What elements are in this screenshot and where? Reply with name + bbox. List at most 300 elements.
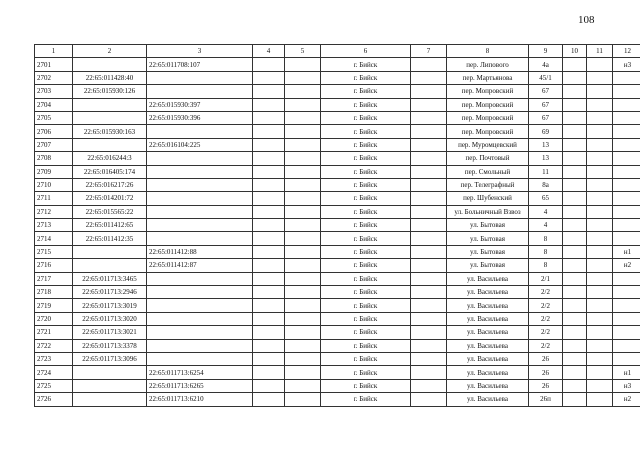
column-header-2: 2 [73, 45, 147, 58]
cadastral-number-premises-cell [147, 219, 253, 232]
col-7-cell [411, 178, 447, 191]
row-number-cell: 2705 [35, 111, 73, 124]
house-number-cell: 8а [529, 178, 563, 191]
row-number-cell: 2709 [35, 165, 73, 178]
column-header-5: 5 [285, 45, 321, 58]
house-number-cell: 4а [529, 58, 563, 71]
house-number-cell: 2/2 [529, 326, 563, 339]
street-cell: ул. Васильева [447, 366, 529, 379]
col-10-cell [563, 339, 587, 352]
col-5-cell [285, 326, 321, 339]
col-7-cell [411, 339, 447, 352]
house-number-cell: 67 [529, 85, 563, 98]
col-10-cell [563, 58, 587, 71]
col-5-cell [285, 58, 321, 71]
cadastral-number-premises-cell [147, 178, 253, 191]
column-header-11: 11 [587, 45, 613, 58]
col-5-cell [285, 339, 321, 352]
col-5-cell [285, 85, 321, 98]
col-5-cell [285, 111, 321, 124]
street-cell: пер. Мопровский [447, 85, 529, 98]
row-number-cell: 2715 [35, 245, 73, 258]
col-10-cell [563, 85, 587, 98]
col-4-cell [253, 339, 285, 352]
house-number-cell: 65 [529, 192, 563, 205]
house-number-cell: 8 [529, 259, 563, 272]
col-5-cell [285, 379, 321, 392]
row-number-cell: 2702 [35, 71, 73, 84]
table-row [35, 98, 640, 111]
cadastral-number-premises-cell [147, 152, 253, 165]
settlement-cell: г. Бийск [321, 326, 411, 339]
house-number-cell: 13 [529, 152, 563, 165]
col-4-cell [253, 272, 285, 285]
premises-number-cell: н1 [613, 366, 640, 379]
col-7-cell [411, 272, 447, 285]
table-row [35, 259, 640, 272]
table-row [35, 165, 640, 178]
col-11-cell [587, 178, 613, 191]
table-row [35, 192, 640, 205]
col-4-cell [253, 219, 285, 232]
cadastral-number-premises-cell [147, 272, 253, 285]
settlement-cell: г. Бийск [321, 125, 411, 138]
house-number-cell: 26 [529, 379, 563, 392]
premises-number-cell [613, 299, 640, 312]
street-cell: пер. Телеграфный [447, 178, 529, 191]
col-10-cell [563, 205, 587, 218]
premises-number-cell [613, 272, 640, 285]
table-row [35, 152, 640, 165]
house-number-cell: 2/2 [529, 312, 563, 325]
cadastral-number-premises-cell [147, 286, 253, 299]
row-number-cell: 2711 [35, 192, 73, 205]
col-5-cell [285, 138, 321, 151]
col-10-cell [563, 379, 587, 392]
premises-number-cell [613, 178, 640, 191]
col-5-cell [285, 192, 321, 205]
cadastral-number-premises-cell [147, 312, 253, 325]
street-cell: пер. Муромцевский [447, 138, 529, 151]
row-number-cell: 2713 [35, 219, 73, 232]
column-header-6: 6 [321, 45, 411, 58]
house-number-cell: 69 [529, 125, 563, 138]
cadastral-number-premises-cell [147, 165, 253, 178]
premises-number-cell [613, 165, 640, 178]
col-10-cell [563, 259, 587, 272]
col-11-cell [587, 286, 613, 299]
cadastral-number-premises-cell [147, 192, 253, 205]
house-number-cell: 26 [529, 366, 563, 379]
col-11-cell [587, 125, 613, 138]
street-cell: пер. Смольный [447, 165, 529, 178]
col-4-cell [253, 326, 285, 339]
cadastral-number-land-cell: 22:65:015930:163 [73, 125, 147, 138]
col-7-cell [411, 165, 447, 178]
table-row [35, 352, 640, 365]
table-row [35, 299, 640, 312]
row-number-cell: 2717 [35, 272, 73, 285]
col-7-cell [411, 85, 447, 98]
street-cell: ул. Васильева [447, 299, 529, 312]
settlement-cell: г. Бийск [321, 138, 411, 151]
row-number-cell: 2703 [35, 85, 73, 98]
row-number-cell: 2701 [35, 58, 73, 71]
col-11-cell [587, 138, 613, 151]
col-10-cell [563, 272, 587, 285]
cadastral-number-land-cell: 22:65:011713:2946 [73, 286, 147, 299]
cadastral-number-premises-cell [147, 326, 253, 339]
col-4-cell [253, 125, 285, 138]
cadastral-number-premises-cell [147, 205, 253, 218]
col-11-cell [587, 111, 613, 124]
table-row [35, 138, 640, 151]
street-cell: ул. Васильева [447, 286, 529, 299]
col-11-cell [587, 312, 613, 325]
street-cell: ул. Васильева [447, 312, 529, 325]
premises-number-cell [613, 71, 640, 84]
premises-number-cell [613, 152, 640, 165]
col-4-cell [253, 58, 285, 71]
cadastral-number-premises-cell: 22:65:011713:6265 [147, 379, 253, 392]
premises-number-cell: н3 [613, 58, 640, 71]
house-number-cell: 4 [529, 219, 563, 232]
premises-number-cell [613, 232, 640, 245]
cadastral-number-premises-cell [147, 71, 253, 84]
cadastral-number-land-cell: 22:65:016217:26 [73, 178, 147, 191]
house-number-cell: 13 [529, 138, 563, 151]
house-number-cell: 26 [529, 352, 563, 365]
street-cell: ул. Бытовая [447, 232, 529, 245]
street-cell: пер. Шубенский [447, 192, 529, 205]
col-7-cell [411, 245, 447, 258]
settlement-cell: г. Бийск [321, 299, 411, 312]
premises-number-cell [613, 352, 640, 365]
col-4-cell [253, 192, 285, 205]
premises-number-cell [613, 85, 640, 98]
col-10-cell [563, 178, 587, 191]
col-10-cell [563, 299, 587, 312]
table-row [35, 245, 640, 258]
col-4-cell [253, 299, 285, 312]
settlement-cell: г. Бийск [321, 312, 411, 325]
row-number-cell: 2716 [35, 259, 73, 272]
row-number-cell: 2710 [35, 178, 73, 191]
col-10-cell [563, 232, 587, 245]
page-number: 108 [578, 14, 595, 26]
cadastral-number-land-cell: 22:65:011713:3020 [73, 312, 147, 325]
col-4-cell [253, 71, 285, 84]
street-cell: пер. Мопровский [447, 125, 529, 138]
cadastral-number-premises-cell [147, 339, 253, 352]
cadastral-number-land-cell [73, 58, 147, 71]
col-11-cell [587, 232, 613, 245]
table-row [35, 366, 640, 379]
table-row [35, 85, 640, 98]
col-4-cell [253, 393, 285, 406]
settlement-cell: г. Бийск [321, 259, 411, 272]
col-11-cell [587, 165, 613, 178]
cadastral-number-premises-cell [147, 232, 253, 245]
col-5-cell [285, 98, 321, 111]
street-cell: ул. Васильева [447, 272, 529, 285]
row-number-cell: 2723 [35, 352, 73, 365]
col-5-cell [285, 219, 321, 232]
col-11-cell [587, 245, 613, 258]
col-11-cell [587, 85, 613, 98]
settlement-cell: г. Бийск [321, 178, 411, 191]
settlement-cell: г. Бийск [321, 366, 411, 379]
table-row [35, 393, 640, 406]
house-number-cell: 2/2 [529, 339, 563, 352]
cadastral-number-premises-cell: 22:65:015930:396 [147, 111, 253, 124]
col-11-cell [587, 326, 613, 339]
cadastral-number-land-cell: 22:65:016244:3 [73, 152, 147, 165]
col-10-cell [563, 312, 587, 325]
settlement-cell: г. Бийск [321, 205, 411, 218]
table-row [35, 125, 640, 138]
col-5-cell [285, 312, 321, 325]
house-number-cell: 2/1 [529, 272, 563, 285]
col-7-cell [411, 111, 447, 124]
house-number-cell: 26п [529, 393, 563, 406]
column-header-10: 10 [563, 45, 587, 58]
settlement-cell: г. Бийск [321, 352, 411, 365]
house-number-cell: 4 [529, 205, 563, 218]
col-5-cell [285, 259, 321, 272]
cadastral-number-land-cell: 22:65:011713:3465 [73, 272, 147, 285]
col-11-cell [587, 192, 613, 205]
settlement-cell: г. Бийск [321, 339, 411, 352]
settlement-cell: г. Бийск [321, 111, 411, 124]
cadastral-number-land-cell: 22:65:011713:3021 [73, 326, 147, 339]
row-number-cell: 2724 [35, 366, 73, 379]
cadastral-number-land-cell: 22:65:014201:72 [73, 192, 147, 205]
col-7-cell [411, 259, 447, 272]
column-header-9: 9 [529, 45, 563, 58]
settlement-cell: г. Бийск [321, 393, 411, 406]
col-4-cell [253, 165, 285, 178]
col-5-cell [285, 272, 321, 285]
house-number-cell: 2/2 [529, 286, 563, 299]
street-cell: ул. Васильева [447, 326, 529, 339]
street-cell: пер. Мартьянова [447, 71, 529, 84]
settlement-cell: г. Бийск [321, 85, 411, 98]
col-4-cell [253, 152, 285, 165]
col-11-cell [587, 205, 613, 218]
col-11-cell [587, 71, 613, 84]
col-10-cell [563, 152, 587, 165]
street-cell: пер. Липового [447, 58, 529, 71]
cadastral-number-premises-cell: 22:65:016104:225 [147, 138, 253, 151]
col-5-cell [285, 245, 321, 258]
settlement-cell: г. Бийск [321, 71, 411, 84]
cadastral-number-premises-cell: 22:65:011412:87 [147, 259, 253, 272]
col-4-cell [253, 245, 285, 258]
table-body [35, 58, 640, 406]
col-4-cell [253, 379, 285, 392]
col-11-cell [587, 352, 613, 365]
street-cell: пер. Мопровский [447, 98, 529, 111]
street-cell: ул. Васильева [447, 352, 529, 365]
premises-number-cell [613, 205, 640, 218]
street-cell: ул. Васильева [447, 379, 529, 392]
cadastral-number-land-cell [73, 259, 147, 272]
cadastral-number-land-cell: 22:65:011713:3378 [73, 339, 147, 352]
col-4-cell [253, 259, 285, 272]
col-11-cell [587, 259, 613, 272]
cadastral-number-premises-cell [147, 352, 253, 365]
cadastral-number-land-cell: 22:65:011713:3019 [73, 299, 147, 312]
premises-number-cell [613, 98, 640, 111]
house-number-cell: 67 [529, 111, 563, 124]
col-4-cell [253, 98, 285, 111]
premises-number-cell [613, 312, 640, 325]
col-11-cell [587, 98, 613, 111]
settlement-cell: г. Бийск [321, 98, 411, 111]
table-row [35, 339, 640, 352]
col-10-cell [563, 286, 587, 299]
cadastral-number-premises-cell: 22:65:011713:6254 [147, 366, 253, 379]
col-11-cell [587, 219, 613, 232]
table-row [35, 272, 640, 285]
cadastral-number-premises-cell: 22:65:011412:88 [147, 245, 253, 258]
house-number-cell: 2/2 [529, 299, 563, 312]
row-number-cell: 2721 [35, 326, 73, 339]
table-row [35, 312, 640, 325]
cadastral-number-land-cell: 22:65:011713:3096 [73, 352, 147, 365]
col-4-cell [253, 312, 285, 325]
table-row [35, 232, 640, 245]
table-row [35, 71, 640, 84]
col-7-cell [411, 125, 447, 138]
cadastral-number-premises-cell: 22:65:011713:6210 [147, 393, 253, 406]
col-4-cell [253, 286, 285, 299]
col-10-cell [563, 111, 587, 124]
col-4-cell [253, 232, 285, 245]
row-number-cell: 2720 [35, 312, 73, 325]
col-7-cell [411, 219, 447, 232]
col-7-cell [411, 71, 447, 84]
settlement-cell: г. Бийск [321, 245, 411, 258]
cadastral-number-premises-cell [147, 125, 253, 138]
col-7-cell [411, 326, 447, 339]
col-10-cell [563, 366, 587, 379]
cadastral-number-premises-cell [147, 85, 253, 98]
col-4-cell [253, 138, 285, 151]
table-row [35, 219, 640, 232]
settlement-cell: г. Бийск [321, 272, 411, 285]
settlement-cell: г. Бийск [321, 192, 411, 205]
cadastral-number-land-cell [73, 379, 147, 392]
row-number-cell: 2707 [35, 138, 73, 151]
table-row [35, 58, 640, 71]
cadastral-number-land-cell: 22:65:011412:65 [73, 219, 147, 232]
table-header [35, 45, 640, 58]
house-number-cell: 67 [529, 98, 563, 111]
premises-number-cell [613, 339, 640, 352]
cadastral-number-land-cell: 22:65:015565:22 [73, 205, 147, 218]
premises-number-cell [613, 286, 640, 299]
col-5-cell [285, 299, 321, 312]
row-number-cell: 2704 [35, 98, 73, 111]
cadastral-number-premises-cell: 22:65:015930:397 [147, 98, 253, 111]
registry-table [34, 44, 640, 407]
street-cell: ул. Васильева [447, 393, 529, 406]
col-11-cell [587, 366, 613, 379]
col-7-cell [411, 192, 447, 205]
premises-number-cell [613, 138, 640, 151]
cadastral-number-land-cell: 22:65:016405:174 [73, 165, 147, 178]
col-10-cell [563, 165, 587, 178]
premises-number-cell [613, 192, 640, 205]
cadastral-number-land-cell: 22:65:011428:40 [73, 71, 147, 84]
col-10-cell [563, 219, 587, 232]
settlement-cell: г. Бийск [321, 165, 411, 178]
row-number-cell: 2712 [35, 205, 73, 218]
cadastral-number-land-cell [73, 98, 147, 111]
premises-number-cell [613, 326, 640, 339]
column-header-1: 1 [35, 45, 73, 58]
cadastral-number-premises-cell: 22:65:011708:107 [147, 58, 253, 71]
cadastral-number-land-cell [73, 138, 147, 151]
col-7-cell [411, 286, 447, 299]
col-11-cell [587, 339, 613, 352]
premises-number-cell [613, 219, 640, 232]
house-number-cell: 8 [529, 245, 563, 258]
col-11-cell [587, 58, 613, 71]
col-5-cell [285, 286, 321, 299]
col-7-cell [411, 366, 447, 379]
col-7-cell [411, 98, 447, 111]
cadastral-number-land-cell: 22:65:015930:126 [73, 85, 147, 98]
col-10-cell [563, 138, 587, 151]
col-7-cell [411, 379, 447, 392]
col-7-cell [411, 352, 447, 365]
premises-number-cell: н2 [613, 259, 640, 272]
cadastral-number-land-cell [73, 393, 147, 406]
col-4-cell [253, 352, 285, 365]
cadastral-number-land-cell [73, 111, 147, 124]
col-10-cell [563, 326, 587, 339]
col-10-cell [563, 192, 587, 205]
col-5-cell [285, 71, 321, 84]
col-4-cell [253, 85, 285, 98]
table-row [35, 286, 640, 299]
col-4-cell [253, 205, 285, 218]
table-row [35, 379, 640, 392]
settlement-cell: г. Бийск [321, 219, 411, 232]
settlement-cell: г. Бийск [321, 152, 411, 165]
street-cell: пер. Почтовый [447, 152, 529, 165]
col-5-cell [285, 125, 321, 138]
house-number-cell: 8 [529, 232, 563, 245]
premises-number-cell [613, 125, 640, 138]
cadastral-number-land-cell [73, 245, 147, 258]
row-number-cell: 2708 [35, 152, 73, 165]
col-5-cell [285, 178, 321, 191]
row-number-cell: 2719 [35, 299, 73, 312]
col-7-cell [411, 138, 447, 151]
col-5-cell [285, 205, 321, 218]
settlement-cell: г. Бийск [321, 232, 411, 245]
column-header-4: 4 [253, 45, 285, 58]
col-11-cell [587, 272, 613, 285]
street-cell: ул. Бытовая [447, 259, 529, 272]
cadastral-number-land-cell: 22:65:011412:35 [73, 232, 147, 245]
column-header-3: 3 [147, 45, 253, 58]
col-4-cell [253, 111, 285, 124]
